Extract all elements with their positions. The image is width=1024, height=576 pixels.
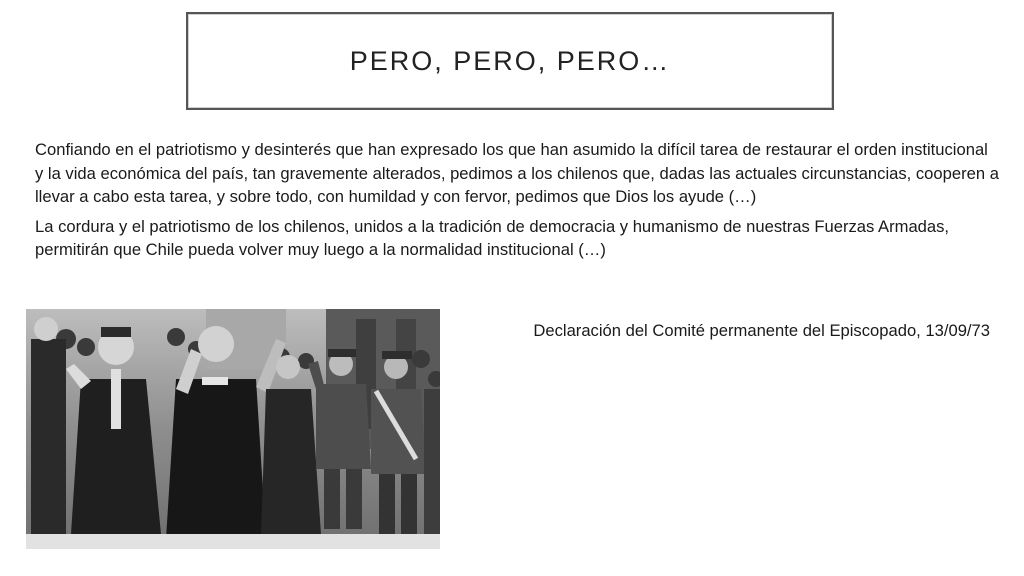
paragraph-1: Confiando en el patriotismo y desinterés que han expresado los que han asumido la difícil tarea de restaurar el orden institucional y la vida económica del país, tan gravemente alterados, pedimos a los chilenos que, dadas las actuales circunstancias, cooperen a llevar a cabo esta tarea, y sobre todo, con humildad y con fervor, pedimos que Dios los ayude (…) [35,140,999,206]
citation: Declaración del Comité permanente del Episcopado, 13/09/73 [533,321,990,340]
paragraph-2: La cordura y el patriotismo de los chilenos, unidos a la tradición de democracia y humanismo de nuestras Fuerzas Armadas, permitirán que Chile pueda volver muy luego a la normalidad institucional (…) [35,216,950,259]
slide-title: PERO, PERO, PERO… [349,45,671,76]
title-box [186,12,834,110]
body-text [35,138,1000,268]
historical-photo [26,309,440,549]
